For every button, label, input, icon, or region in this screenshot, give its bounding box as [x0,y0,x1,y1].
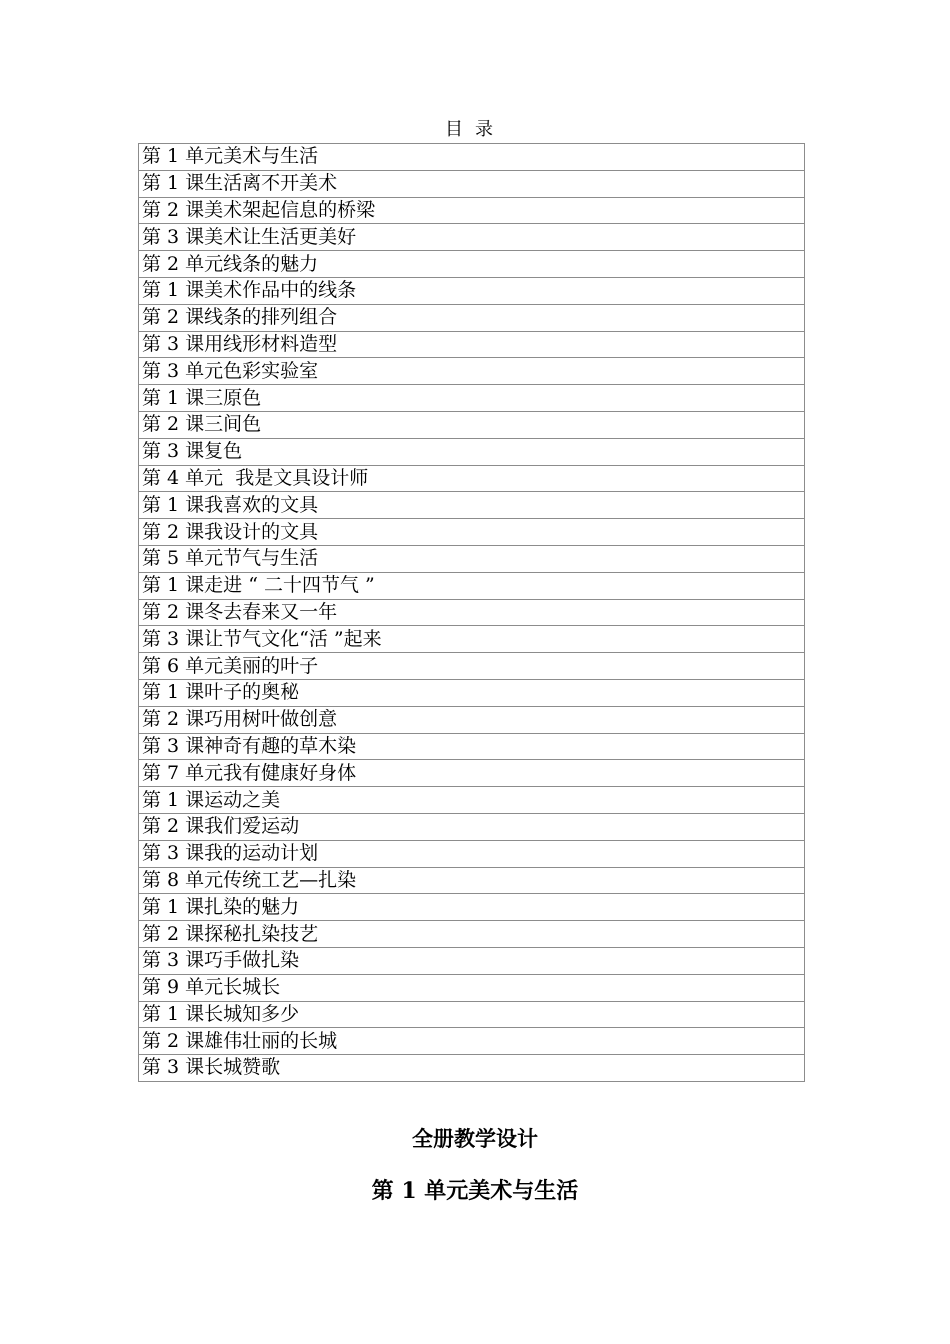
toc-row [139,1001,805,1028]
toc-entry: 第 1 单元美术与生活 [139,144,805,171]
toc-row [139,170,805,197]
toc-row [139,921,805,948]
toc-row [139,760,805,787]
toc-entry: 第 3 课巧手做扎染 [139,947,805,974]
toc-row [139,867,805,894]
toc-row [139,144,805,171]
toc-entry: 第 3 课神奇有趣的草木染 [139,733,805,760]
toc-row [139,679,805,706]
toc-row [139,1028,805,1055]
unit-heading: 第 1 单元美术与生活 [371,1178,579,1204]
toc-entry: 第 1 课生活离不开美术 [139,170,805,197]
toc-entry: 第 8 单元传统工艺—扎染 [139,867,805,894]
toc-row [139,974,805,1001]
toc-entry: 第 9 单元长城长 [139,974,805,1001]
toc-entry: 第 3 课美术让生活更美好 [139,224,805,251]
toc-row [139,653,805,680]
toc-row [139,492,805,519]
toc-row [139,840,805,867]
toc-entry: 第 7 单元我有健康好身体 [139,760,805,787]
toc-entry: 第 5 单元节气与生活 [139,545,805,572]
toc-entry: 第 2 课雄伟壮丽的长城 [139,1028,805,1055]
toc-row [139,251,805,278]
toc-entry: 第 1 课运动之美 [139,787,805,814]
toc-row [139,411,805,438]
toc-row [139,465,805,492]
toc-entry: 第 2 课美术架起信息的桥梁 [139,197,805,224]
toc-entry: 第 1 课美术作品中的线条 [139,277,805,304]
toc-entry: 第 2 课巧用树叶做创意 [139,706,805,733]
toc-row [139,572,805,599]
toc-entry: 第 1 课长城知多少 [139,1001,805,1028]
toc-entry: 第 1 课扎染的魅力 [139,894,805,921]
toc-row [139,197,805,224]
toc-row [139,304,805,331]
toc-row [139,545,805,572]
toc-row [139,706,805,733]
toc-row [139,599,805,626]
toc-entry: 第 2 课冬去春来又一年 [139,599,805,626]
toc-row [139,358,805,385]
toc-table [138,143,805,1082]
toc-entry: 第 3 课长城赞歌 [139,1055,805,1082]
toc-row [139,894,805,921]
toc-entry: 第 3 课让节气文化“活 ”起来 [139,626,805,653]
toc-title: 目录 [445,119,505,140]
toc-entry: 第 2 课我们爱运动 [139,813,805,840]
toc-body [139,144,805,1082]
toc-entry: 第 6 单元美丽的叶子 [139,653,805,680]
toc-entry: 第 1 课我喜欢的文具 [139,492,805,519]
toc-entry: 第 4 单元 我是文具设计师 [139,465,805,492]
toc-entry: 第 1 课走进 “ 二十四节气 ” [139,572,805,599]
toc-row [139,438,805,465]
toc-row [139,331,805,358]
toc-entry: 第 3 课用线形材料造型 [139,331,805,358]
toc-entry: 第 2 课探秘扎染技艺 [139,921,805,948]
toc-row [139,733,805,760]
toc-entry: 第 3 课复色 [139,438,805,465]
design-title: 全册教学设计 [412,1126,538,1151]
toc-entry: 第 2 单元线条的魅力 [139,251,805,278]
toc-entry: 第 3 课我的运动计划 [139,840,805,867]
toc-entry: 第 1 课三原色 [139,385,805,412]
toc-row [139,787,805,814]
toc-entry: 第 3 单元色彩实验室 [139,358,805,385]
toc-row [139,813,805,840]
toc-row [139,224,805,251]
toc-entry: 第 2 课我设计的文具 [139,519,805,546]
toc-row [139,385,805,412]
toc-row [139,1055,805,1082]
toc-row [139,519,805,546]
toc-row [139,947,805,974]
toc-entry: 第 2 课线条的排列组合 [139,304,805,331]
toc-row [139,626,805,653]
toc-entry: 第 2 课三间色 [139,411,805,438]
toc-entry: 第 1 课叶子的奥秘 [139,679,805,706]
toc-row [139,277,805,304]
